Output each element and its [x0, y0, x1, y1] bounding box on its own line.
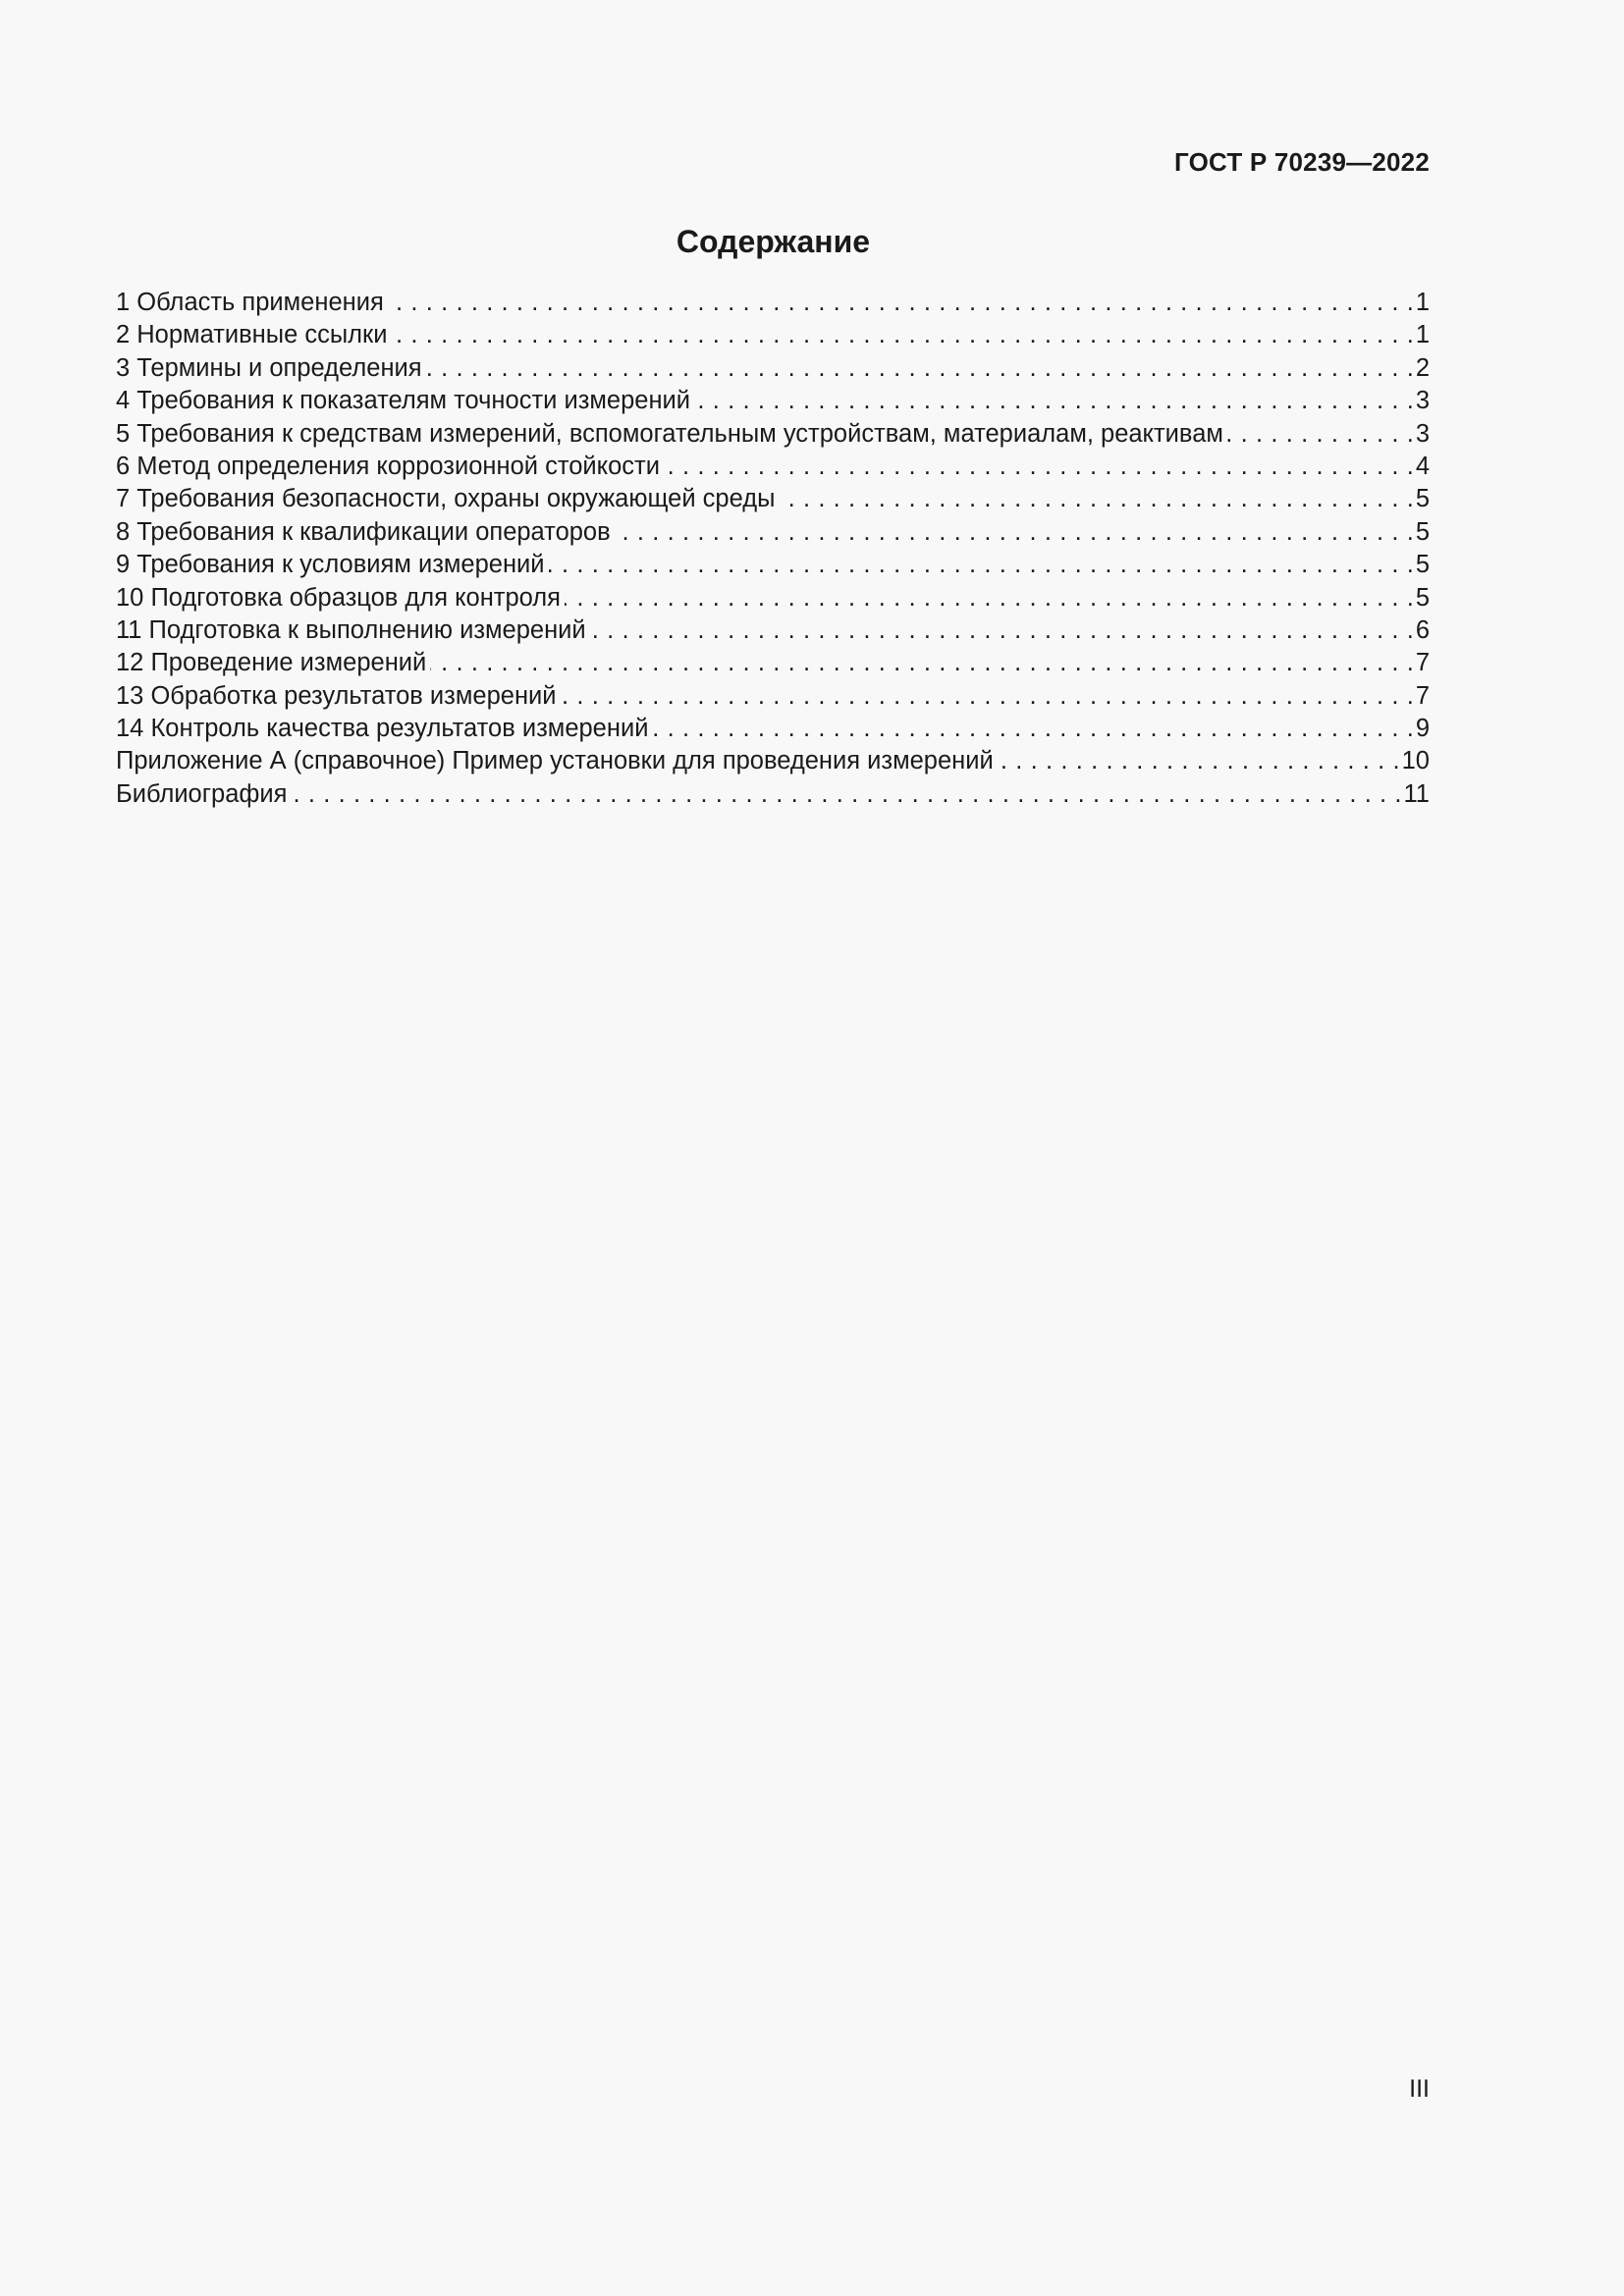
toc-entry-page: 7 — [1415, 649, 1430, 677]
toc-dot-leader — [590, 614, 1414, 647]
toc-entry-page: 5 — [1415, 583, 1430, 612]
toc-entry[interactable] — [116, 680, 1430, 713]
toc-entry[interactable] — [116, 647, 1430, 679]
toc-dot-leader — [652, 713, 1413, 745]
toc-dot-leader — [779, 483, 1413, 515]
toc-dot-leader — [561, 680, 1414, 713]
toc-entry[interactable] — [116, 418, 1430, 451]
toc-dot-leader — [430, 647, 1414, 679]
toc-dot-leader — [1227, 418, 1414, 451]
toc-entry-page: 3 — [1415, 419, 1430, 448]
toc-dot-leader — [291, 778, 1401, 811]
toc-dot-leader — [388, 287, 1414, 319]
toc-entry[interactable] — [116, 352, 1430, 385]
toc-entry-text: 12 Проведение измерений — [116, 649, 427, 677]
toc-entry-page: 7 — [1415, 681, 1430, 710]
toc-dot-leader — [565, 582, 1414, 614]
toc-entry-text: 4 Требования к показателям точности измерений — [116, 387, 691, 415]
toc-dot-leader — [391, 319, 1413, 351]
toc-entry-text: 13 Обработка результатов измерений — [116, 681, 557, 710]
toc-dot-leader — [615, 516, 1414, 549]
toc-entry-page: 5 — [1415, 485, 1430, 513]
toc-entry-text: 3 Термины и определения — [116, 353, 422, 382]
toc-entry[interactable] — [116, 451, 1430, 483]
toc-entry[interactable] — [116, 549, 1430, 581]
toc-entry-page: 4 — [1415, 452, 1430, 480]
toc-entry-page: 10 — [1401, 747, 1430, 775]
toc-entry[interactable] — [116, 516, 1430, 549]
toc-entry-text: 11 Подготовка к выполнению измерений — [116, 615, 586, 644]
document-standard-id: ГОСТ Р 70239—2022 — [1174, 147, 1430, 177]
toc-entry-text: 7 Требования безопасности, охраны окружающей среды — [116, 485, 776, 513]
toc-dot-leader — [694, 385, 1414, 417]
toc-dot-leader — [549, 549, 1414, 581]
toc-entry-text: 14 Контроль качества результатов измерений — [116, 715, 649, 743]
toc-entry-text: 8 Требования к квалификации операторов — [116, 517, 611, 546]
toc-entry-text: 1 Область применения — [116, 289, 384, 316]
toc-entry[interactable] — [116, 319, 1430, 351]
toc-entry-page: 11 — [1403, 779, 1430, 808]
toc-entry-text: 2 Нормативные ссылки — [116, 321, 388, 349]
toc-entry[interactable] — [116, 385, 1430, 417]
toc-entry-page: 5 — [1415, 551, 1430, 579]
toc-entry[interactable] — [116, 745, 1430, 777]
toc-entry-text: 9 Требования к условиям измерений — [116, 551, 545, 579]
toc-entry-text: 5 Требования к средствам измерений, вспомогательным устройствам, материалам, реактивам — [116, 419, 1223, 448]
toc-entry-text: Приложение А (справочное) Пример установки для проведения измерений — [116, 747, 994, 775]
toc-entry[interactable] — [116, 483, 1430, 515]
toc-entry[interactable] — [116, 582, 1430, 614]
toc-dot-leader — [664, 451, 1414, 483]
toc-entry-page: 6 — [1415, 615, 1430, 644]
toc-entry-page: 5 — [1415, 517, 1430, 546]
toc-entry-text: 10 Подготовка образцов для контроля — [116, 583, 561, 612]
toc-dot-leader — [998, 745, 1400, 777]
toc-entry-text: Библиография — [116, 779, 288, 808]
toc-entry-page: 1 — [1415, 289, 1430, 316]
page-number: III — [1409, 2075, 1430, 2103]
toc-entry-text: 6 Метод определения коррозионной стойкости — [116, 452, 660, 480]
toc-entry-page: 9 — [1415, 715, 1430, 743]
toc-entry-page: 3 — [1415, 387, 1430, 415]
toc-title: Содержание — [676, 224, 871, 259]
toc-dot-leader — [426, 352, 1414, 385]
toc-entry[interactable] — [116, 778, 1430, 811]
toc-entry-page: 1 — [1415, 321, 1430, 349]
toc-list — [116, 287, 1430, 811]
toc-entry[interactable] — [116, 713, 1430, 745]
toc-entry-page: 2 — [1415, 353, 1430, 382]
toc-entry[interactable] — [116, 614, 1430, 647]
toc-entry[interactable] — [116, 287, 1430, 319]
